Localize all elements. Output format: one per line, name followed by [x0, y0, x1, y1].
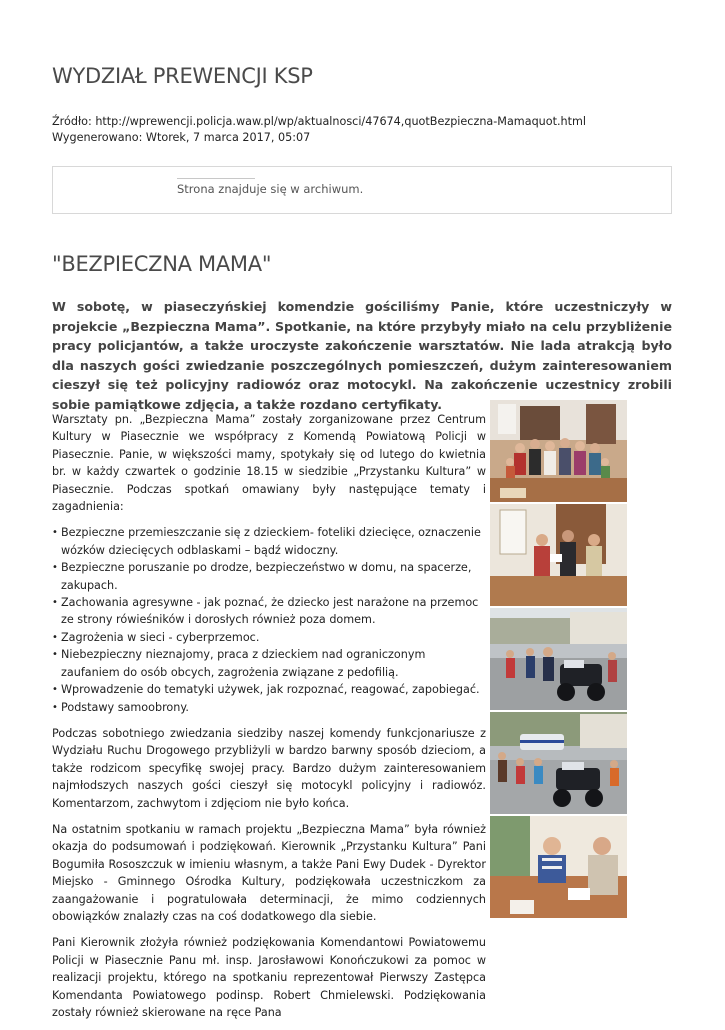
- patrol-car-photo: [490, 712, 627, 814]
- motorcycle-photo: [490, 608, 627, 710]
- list-item-text: Niebezpieczny nieznajomy, praca z dzieckiem nad ograniczonym zaufaniem do osób obcych, zagrożenia związane z pedofilią.: [61, 648, 426, 679]
- source-url-line: Źródło: http://wprewencji.policja.waw.pl/wp/aktualnosci/47674,quotBezpieczna-Mamaquot.html: [52, 115, 587, 128]
- bullet-icon: •: [52, 527, 58, 539]
- list-item-text: Bezpieczne poruszanie po drodze, bezpieczeństwo w domu, na spacerze, zakupach.: [61, 561, 472, 592]
- child-at-table-photo: [490, 816, 627, 918]
- list-item: [52, 524, 486, 559]
- generated-date-line: Wygenerowano: Wtorek, 7 marca 2017, 05:07: [52, 131, 311, 144]
- bullet-icon: •: [52, 684, 58, 696]
- certificate-photo: [490, 504, 627, 606]
- list-item: [52, 594, 486, 629]
- bullet-icon: •: [52, 562, 58, 574]
- article-body: [52, 411, 486, 1030]
- article-title: "BEZPIECZNA MAMA": [52, 252, 272, 276]
- photo-column: [490, 400, 627, 920]
- list-item-text: Wprowadzenie do tematyki używek, jak rozpoznać, reagować, zapobiegać.: [61, 683, 480, 697]
- list-item-text: Zagrożenia w sieci - cyberprzemoc.: [61, 630, 260, 644]
- bullet-icon: •: [52, 649, 58, 661]
- list-item: [52, 559, 486, 594]
- list-item: [52, 681, 486, 698]
- list-item: [52, 629, 486, 646]
- archive-notice-box: [52, 166, 672, 214]
- paragraph-summary: Na ostatnim spotkaniu w ramach projektu „Bezpieczna Mama” była również okazja do podsumowań i podziękowań. Kierownik „Przystanku Kultura” Pani Bogumiła Rososzczuk w imieniu własnym, a także Pani Ewy Dudek - Dyrektor Miejsko - Gminnego Ośrodka Kultury, podziękowała uczestniczkom za zaangażowanie i pogratulowała determinacji, że mimo codziennych obowiązków znalazły czas na coś dodatkowego dla siebie.: [52, 822, 486, 923]
- paragraph-thanks: Pani Kierownik złożyła również podziękowania Komendantowi Powiatowemu Policji w Piasecznie Panu mł. insp. Jarosławowi Konończukowi za pomoc w realizacji projektu, którego na spotkaniu reprezentował Pierwszy Zastępca Komendanta Powiatowego podinsp. Robert Chmielewski. Podziękowania zostały również skierowane na ręce Pana: [52, 936, 486, 1019]
- archive-divider: [177, 178, 255, 179]
- list-item-text: Zachowania agresywne - jak poznać, że dziecko jest narażone na przemoc ze strony rówieśników i dorosłych również poza domem.: [61, 596, 479, 627]
- source-info: [52, 114, 692, 146]
- list-item-text: Bezpieczne przemieszczanie się z dzieckiem- foteliki dziecięce, oznaczenie wózków dziecięcych odblaskami – bądź widoczny.: [61, 526, 481, 557]
- topics-list: [52, 524, 486, 715]
- paragraph-traffic-visit: Podczas sobotniego zwiedzania siedziby naszej komendy funkcjonariusze z Wydziału Ruchu Drogowego przybliżyli w bardzo barwny sposób dzieciom, a także rodzicom specyfikę swojej pracy. Bardzo dużym zainteresowaniem najmłodszych naszych gości cieszył się motocykl policyjny i radiowóz. Komentarzom, zachwytom i zdjęciom nie było końca.: [52, 726, 486, 810]
- list-item-text: Podstawy samoobrony.: [61, 700, 189, 714]
- article-lead: W sobotę, w piaseczyńskiej komendzie gościliśmy Panie, które uczestniczyły w projekcie „Bezpieczna Mama”. Spotkanie, na które przybyły miało na celu przybliżenie pracy policjantów, a także uroczyste zakończenie warsztatów. Nie lada atrakcją było dla naszych gości zwiedzanie poszczególnych pomieszczeń, dużym zainteresowaniem cieszył się też policyjny radiowóz oraz motocykl. Na zakończenie uczestnicy zrobili sobie pamiątkowe zdjęcia, a także rozdano certyfikaty.: [52, 299, 672, 412]
- site-title: WYDZIAŁ PREWENCJI KSP: [52, 64, 313, 88]
- intro-paragraph: Warsztaty pn. „Bezpieczna Mama” zostały zorganizowane przez Centrum Kultury w Piasecznie we współpracy z Komendą Powiatową Policji w Piasecznie. Panie, w większości mamy, spotykały się od lutego do kwietnia br. w każdy czwartek o godzinie 18.15 w siedzibie „Przystanku Kultura” w Piasecznie. Podczas spotkań omawiany były następujące tematy i zagadnienia:: [52, 413, 486, 514]
- archive-notice-text: Strona znajduje się w archiwum.: [177, 182, 364, 196]
- bullet-icon: •: [52, 597, 58, 609]
- group-photo: [490, 400, 627, 502]
- bullet-icon: •: [52, 701, 58, 713]
- list-item: [52, 699, 486, 716]
- list-item: [52, 646, 486, 681]
- bullet-icon: •: [52, 631, 58, 643]
